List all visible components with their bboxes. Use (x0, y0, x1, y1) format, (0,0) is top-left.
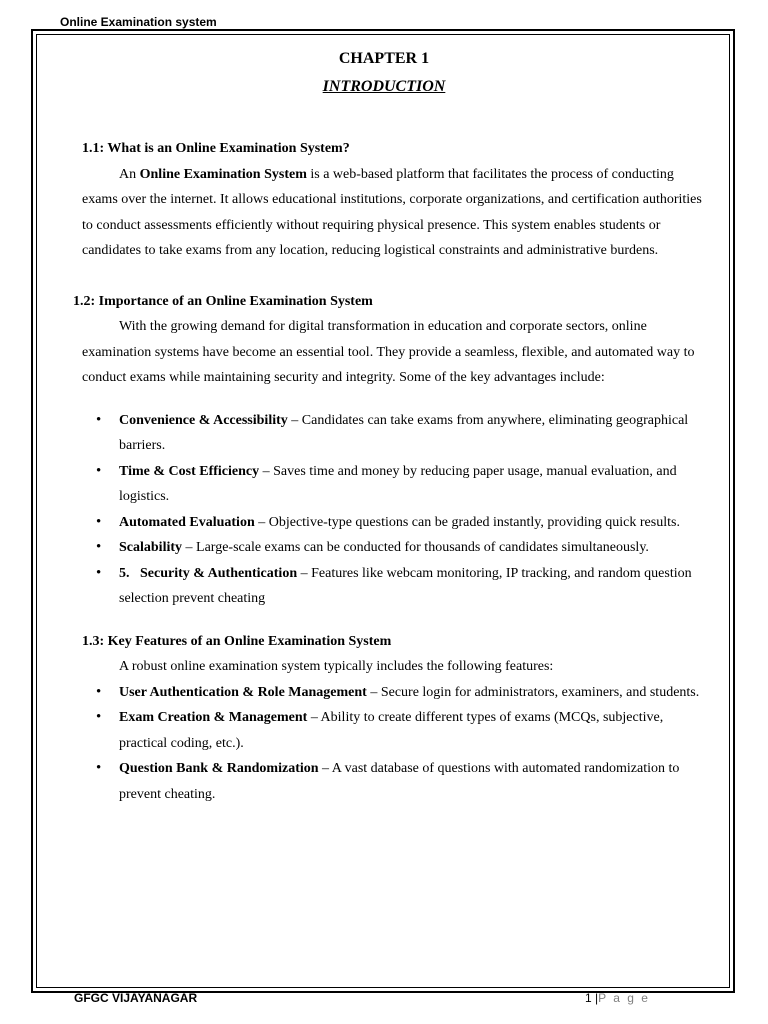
list-item-term: Scalability (119, 540, 183, 555)
list-item-desc: – Ability to create different types of exams (MCQs, subjective, practical coding, etc.). (119, 710, 664, 751)
footer-page-number (585, 991, 650, 1005)
list-item (82, 561, 702, 612)
list-item (82, 756, 702, 807)
features-list (82, 680, 702, 808)
list-item (82, 459, 702, 510)
chapter-title: INTRODUCTION (322, 78, 446, 95)
list-item-desc: – Large-scale exams can be conducted for thousands of candidates simultaneously. (182, 540, 649, 555)
chapter-number: CHAPTER 1 (338, 50, 430, 67)
list-item (82, 535, 702, 561)
section-1-3-paragraph: A robust online examination system typically includes the following features: (119, 659, 554, 674)
paragraph-text: is a web-based platform that facilitates the process of conducting exams over the internet. It allows educational institutions, corporate organizations, and certification authorities to conduct assessments efficiently without requiring physical presence. This system enables students or candidates to take exams from any location, reducing logistical constraints and administrative burdens. (82, 166, 702, 258)
document-body (73, 136, 702, 807)
list-item (82, 510, 702, 536)
section-1-1-heading: 1.1: What is an Online Examination System? (82, 141, 350, 156)
list-item-desc: – Candidates can take exams from anywhere, eliminating geographical barriers. (119, 412, 689, 453)
running-header: Online Examination system (60, 15, 217, 29)
paragraph-bold-term: Online Examination System (139, 166, 307, 182)
list-item-term: Automated Evaluation (119, 514, 255, 530)
advantages-list (82, 408, 702, 612)
list-item-desc: – Saves time and money by reducing paper usage, manual evaluation, and logistics. (119, 463, 677, 504)
list-item-term: User Authentication & Role Management (119, 684, 367, 700)
section-1-1-paragraph (82, 162, 702, 264)
list-item-desc: – Secure login for administrators, examiners, and students. (366, 684, 700, 700)
paragraph-text: An (119, 166, 140, 182)
list-item-desc: – Features like webcam monitoring, IP tracking, and random question selection prevent cheating (119, 565, 692, 606)
section-1-2-paragraph: With the growing demand for digital transformation in education and corporate sectors, online examination systems have become an essential tool. They provide a seamless, flexible, and automated way to conduct exams while maintaining security and integrity. Some of the key advantages include: (82, 319, 695, 385)
list-item-term: Convenience & Accessibility (119, 412, 288, 428)
page-separator: | (591, 991, 599, 1005)
list-item (82, 705, 702, 756)
list-item-desc: – Objective-type questions can be graded instantly, providing quick results. (254, 514, 680, 530)
list-item-term: Exam Creation & Management (119, 710, 308, 725)
list-item-desc: – A vast database of questions with automated randomization to prevent cheating. (119, 761, 680, 802)
list-item-term: Question Bank & Randomization (119, 761, 319, 776)
list-item-term: 5. Security & Authentication (119, 565, 298, 581)
section-1-2-heading: 1.2: Importance of an Online Examination System (73, 293, 373, 309)
page-label: P a g e (598, 991, 650, 1005)
list-item (82, 680, 702, 706)
page-number: 1 (585, 991, 592, 1005)
list-item-term: Time & Cost Efficiency (119, 463, 260, 479)
footer-institution: GFGC VIJAYANAGAR (74, 991, 198, 1005)
section-1-3-heading: 1.3: Key Features of an Online Examination System (82, 633, 392, 649)
list-item (82, 408, 702, 459)
